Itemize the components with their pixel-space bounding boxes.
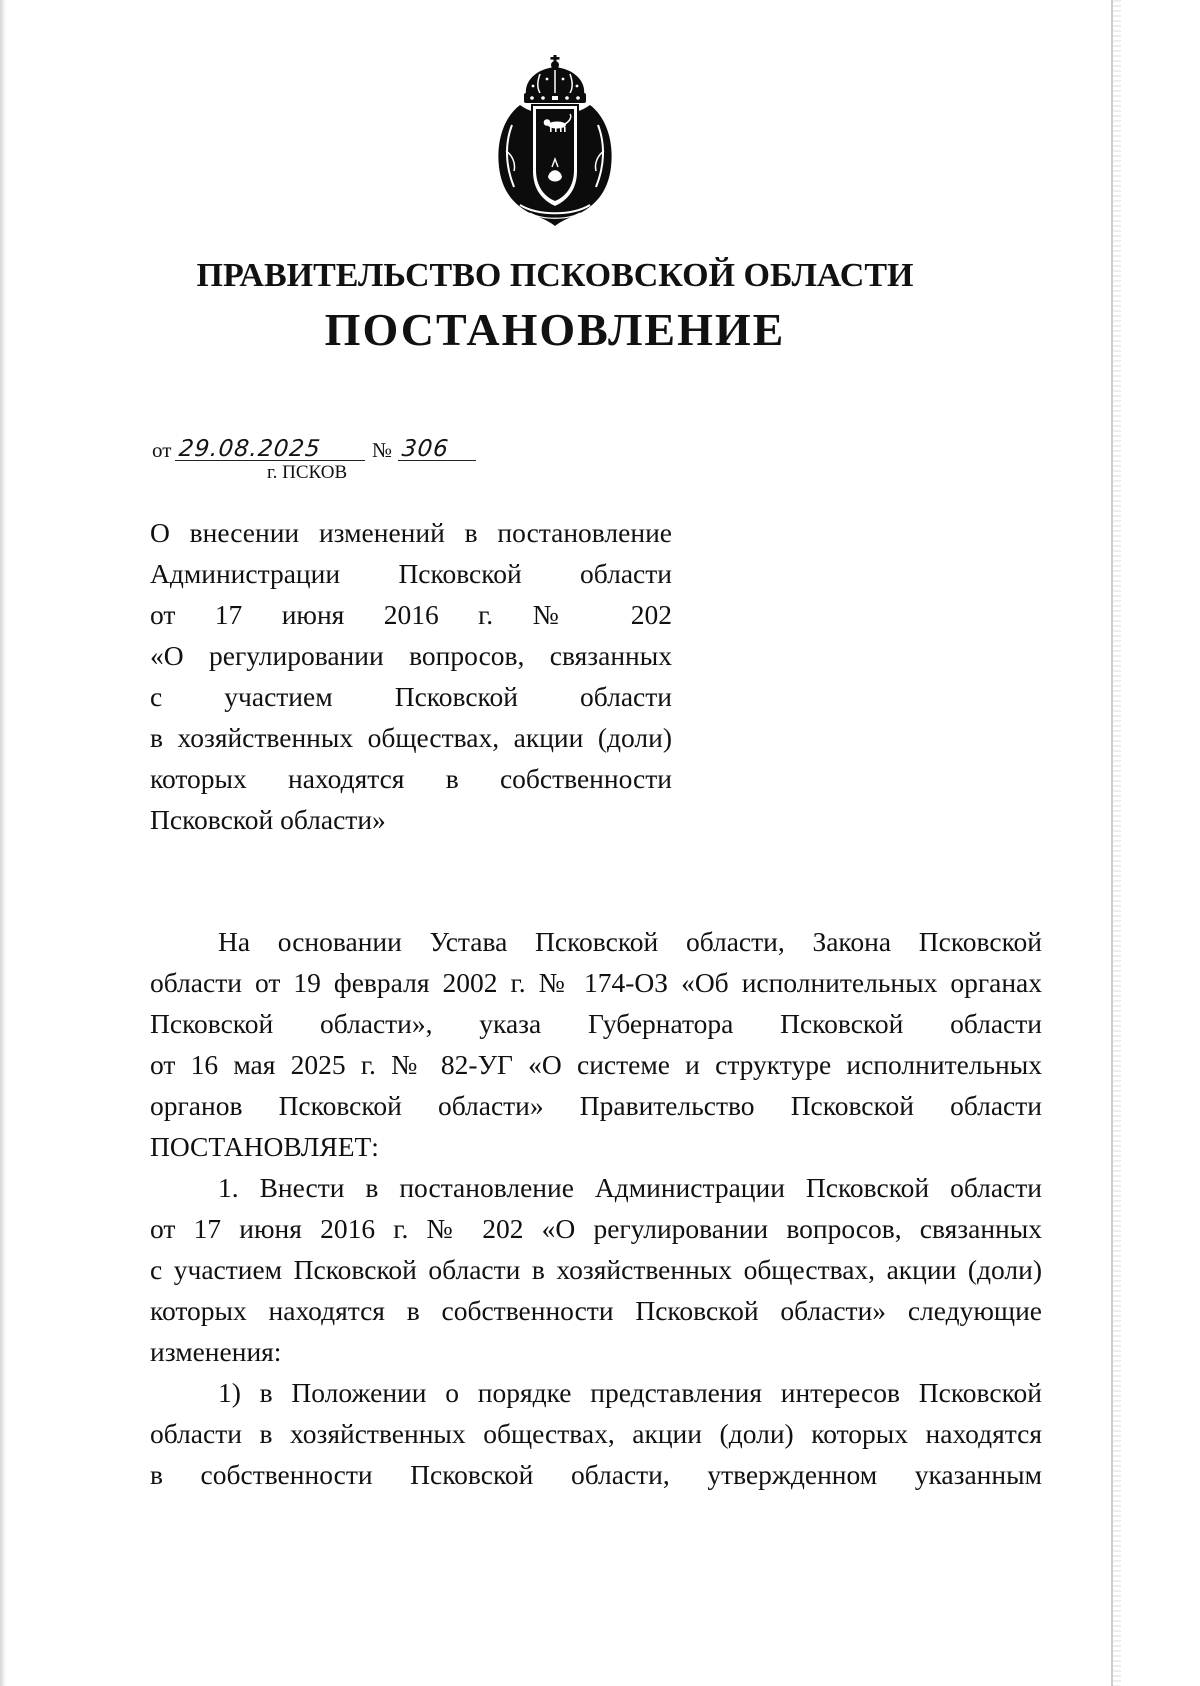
document-type: ПОСТАНОВЛЕНИЕ [324,304,786,355]
date-prefix: от [152,438,172,462]
title-line: Псковской области» [150,804,386,835]
body-line: в собственности Псковской области, утвержденном указанным [150,1459,1042,1490]
body-line: изменения: [150,1336,282,1367]
title-line: О внесении изменений в постановление [150,517,672,548]
body-line: органов Псковской области» Правительство Псковской области [150,1090,1042,1121]
scan-edge-noise [1113,0,1121,1686]
crown-icon [524,55,586,103]
document-body [150,921,1042,1495]
coat-of-arms-icon [490,55,620,227]
handwritten-number: 306 [400,436,451,462]
body-line: 1. Внести в постановление Администрации Псковской области [218,1172,1042,1203]
body-line: области от 19 февраля 2002 г. № 174-ОЗ «Об исполнительных органах [150,967,1042,998]
document-title [150,512,672,840]
body-line: 1) в Положении о порядке представления интересов Псковской [218,1377,1042,1408]
body-line: с участием Псковской области в хозяйственных обществах, акции (доли) [150,1254,1042,1285]
body-line: которых находятся в собственности Псковской области» следующие [150,1295,1042,1326]
body-line: На основании Устава Псковской области, Закона Псковской [218,926,1042,957]
number-sign: № [372,438,393,462]
body-line: от 17 июня 2016 г. № 202 «О регулировании вопросов, связанных [150,1213,1042,1244]
title-line: с участием Псковской области [150,681,672,712]
body-line: Псковской области», указа Губернатора Псковской области [150,1008,1042,1039]
handwritten-date: 29.08.2025 [177,436,323,462]
body-line: ПОСТАНОВЛЯЕТ: [150,1131,379,1162]
title-line: которых находятся в собственности [150,763,672,794]
scan-edge-left [0,0,6,1686]
date-field [175,430,365,461]
city-name: г. ПСКОВ [267,462,348,483]
title-line: Администрации Псковской области [150,558,672,589]
number-field [398,430,476,461]
body-line: области в хозяйственных обществах, акции (доли) которых находятся [150,1418,1042,1449]
paragraph-subitem-1 [150,1372,1042,1495]
title-line: в хозяйственных обществах, акции (доли) [150,722,672,753]
body-line: от 16 мая 2025 г. № 82-УГ «О системе и структуре исполнительных [150,1049,1042,1080]
paragraph-item-1 [150,1167,1042,1372]
title-line: от 17 июня 2016 г. № 202 [150,599,672,630]
government-name: ПРАВИТЕЛЬСТВО ПСКОВСКОЙ ОБЛАСТИ [196,257,914,294]
paragraph-preamble [150,921,1042,1167]
shield-icon [532,105,578,207]
title-line: «О регулировании вопросов, связанных [150,640,672,671]
